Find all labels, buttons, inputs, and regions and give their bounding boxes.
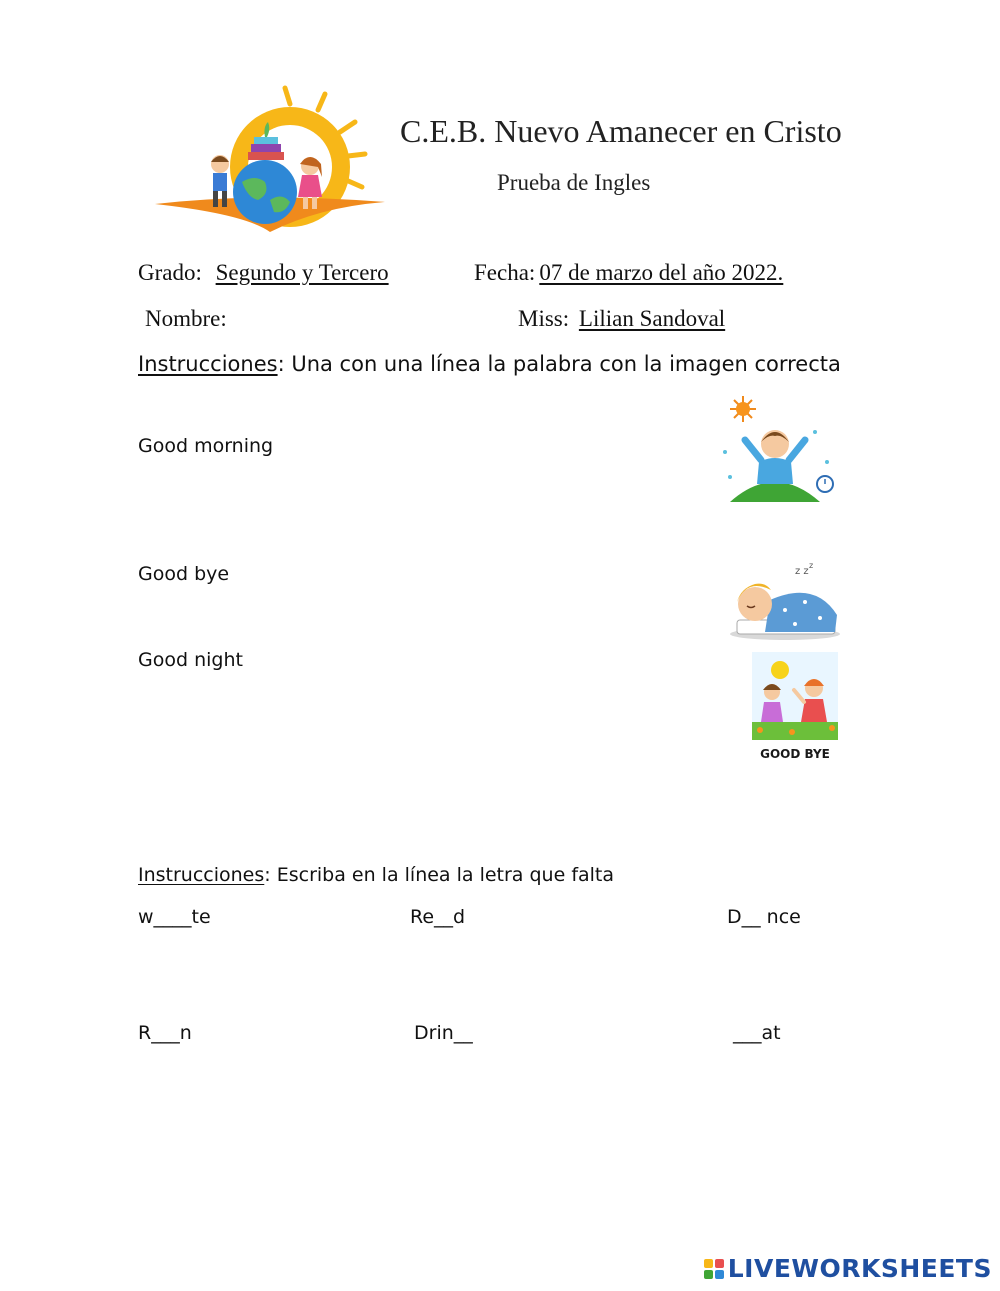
word-item: Good night [138, 649, 243, 671]
missing-letter-word: ___at [733, 1022, 781, 1044]
good-morning-picture [715, 392, 840, 509]
missing-letter-word: R___n [138, 1022, 192, 1044]
brand-blocks-icon [704, 1259, 724, 1279]
instructions-text: : Una con una línea la palabra con la imagen correcta [277, 352, 841, 376]
section2-instructions [138, 864, 614, 886]
missing-letter-word: Drin__ [414, 1022, 473, 1044]
instructions-label: Instrucciones [138, 352, 278, 376]
school-logo [150, 82, 395, 247]
teacher-label: Miss: [518, 306, 570, 331]
teacher-value: Lilian Sandoval [578, 306, 726, 331]
liveworksheets-logo [704, 1254, 992, 1283]
word-item: Good morning [138, 435, 274, 457]
missing-letter-word: w____te [138, 906, 211, 928]
grade-value: Segundo y Tercero [215, 260, 389, 285]
svg-text:z z: z z [795, 566, 809, 577]
section1-instructions [138, 352, 841, 376]
picture-caption: GOOD BYE [760, 747, 830, 761]
svg-text:z: z [809, 561, 814, 570]
word-item: Good bye [138, 563, 230, 585]
date-field [474, 260, 783, 286]
date-value: 07 de marzo del año 2022. [539, 260, 784, 285]
grade-label: Grado: [138, 260, 202, 285]
grade-field [138, 260, 415, 286]
name-label: Nombre: [145, 306, 227, 331]
good-bye-picture [752, 652, 838, 769]
school-name: C.E.B. Nuevo Amanecer en Cristo [400, 113, 842, 149]
teacher-field [518, 306, 725, 332]
missing-letter-word: D__ nce [727, 906, 801, 928]
brand-name: LIVEWORKSHEETS [727, 1254, 992, 1283]
missing-letter-word: Re__d [410, 906, 466, 928]
date-label: Fecha: [474, 260, 536, 285]
instructions-text: : Escriba en la línea la letra que falta [264, 864, 615, 886]
good-night-picture [725, 560, 843, 650]
exam-title: Prueba de Ingles [497, 170, 651, 195]
instructions-label: Instrucciones [138, 864, 265, 886]
